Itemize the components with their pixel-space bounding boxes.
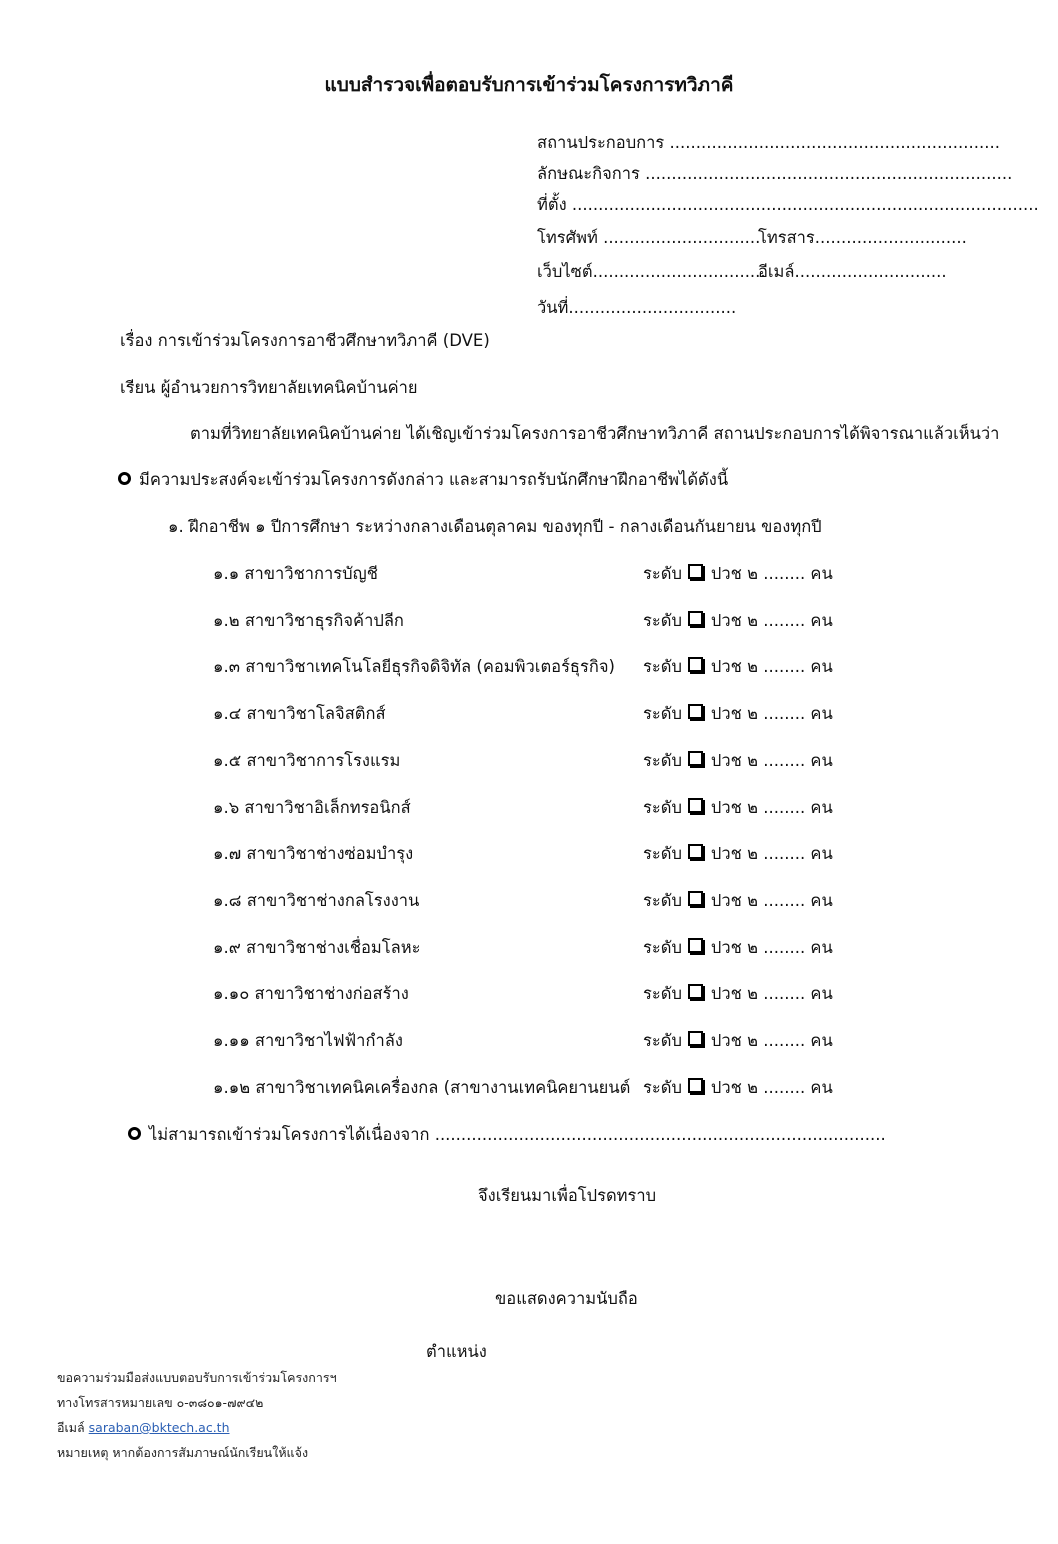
fax-field[interactable]: โทรสาร............................. (758, 228, 967, 247)
subject-line: เรื่อง การเข้าร่วมโครงการอาชีวศึกษาทวิภาคี (DVE) (120, 331, 490, 350)
level-value: ปวช ๒ ........ คน (710, 1031, 833, 1050)
level-value: ปวช ๒ ........ คน (710, 751, 833, 770)
level-value: ปวช ๒ ........ คน (710, 798, 833, 817)
program-name: ๑.๗ สาขาวิชาช่างซ่อมบำรุง (213, 844, 414, 863)
location-field[interactable]: ที่ตั้ง ......................................................................................... (537, 195, 1039, 214)
program-level (643, 654, 833, 680)
program-name: ๑.๑๐ สาขาวิชาช่างก่อสร้าง (213, 984, 409, 1003)
level-value: ปวช ๒ ........ คน (710, 891, 833, 910)
recipient-line: เรียน ผู้อำนวยการวิทยาลัยเทคนิคบ้านค่าย (120, 378, 418, 397)
level-checkbox[interactable] (688, 1078, 703, 1093)
footer-email (57, 1418, 230, 1438)
option-decline[interactable] (128, 1122, 886, 1148)
program-level (643, 608, 833, 634)
option-accept[interactable] (118, 467, 728, 493)
level-checkbox[interactable] (688, 984, 703, 999)
program-name: ๑.๑๑ สาขาวิชาไฟฟ้ากำลัง (213, 1031, 403, 1050)
level-label: ระดับ (643, 891, 682, 910)
website-field[interactable]: เว็บไซต์................................. (537, 262, 766, 281)
program-level (643, 841, 833, 867)
level-checkbox[interactable] (688, 891, 703, 906)
program-name: ๑.๕ สาขาวิชาการโรงแรม (213, 751, 401, 770)
level-checkbox[interactable] (688, 798, 703, 813)
footer-fax: ทางโทรสารหมายเลข ๐-๓๘๐๑-๗๙๔๒ (57, 1395, 264, 1410)
option-decline-label: ไม่สามารถเข้าร่วมโครงการได้เนื่องจาก ...................................................................................... (149, 1125, 886, 1144)
level-checkbox[interactable] (688, 938, 703, 953)
program-name: ๑.๓ สาขาวิชาเทคโนโลยีธุรกิจดิจิทัล (คอมพิวเตอร์ธุรกิจ) (213, 657, 615, 676)
level-value: ปวช ๒ ........ คน (710, 704, 833, 723)
page-title: แบบสำรวจเพื่อตอบรับการเข้าร่วมโครงการทวิภาคี (324, 74, 734, 96)
level-label: ระดับ (643, 798, 682, 817)
business-type-field[interactable]: ลักษณะกิจการ ...................................................................... (537, 164, 1013, 183)
footer-note: หมายเหตุ หากต้องการสัมภาษณ์นักเรียนให้แจ้ง (57, 1445, 309, 1460)
level-value: ปวช ๒ ........ คน (710, 1078, 833, 1097)
level-value: ปวช ๒ ........ คน (710, 564, 833, 583)
intro-paragraph: ตามที่วิทยาลัยเทคนิคบ้านค่าย ได้เชิญเข้าร่วมโครงการอาชีวศึกษาทวิภาคี สถานประกอบการได้พิจารณาแล้วเห็นว่า (190, 424, 1000, 443)
level-checkbox[interactable] (688, 704, 703, 719)
regards-line: ขอแสดงความนับถือ (495, 1289, 638, 1308)
email-link[interactable]: saraban@bktech.ac.th (88, 1420, 230, 1435)
level-checkbox[interactable] (688, 751, 703, 766)
level-label: ระดับ (643, 751, 682, 770)
level-label: ระดับ (643, 984, 682, 1003)
program-level (643, 888, 833, 914)
program-name: ๑.๙ สาขาวิชาช่างเชื่อมโลหะ (213, 938, 421, 957)
level-label: ระดับ (643, 844, 682, 863)
program-name: ๑.๑ สาขาวิชาการบัญชี (213, 564, 378, 583)
level-checkbox[interactable] (688, 844, 703, 859)
position-line: ตำแหน่ง (426, 1342, 487, 1361)
training-period: ๑. ฝึกอาชีพ ๑ ปีการศึกษา ระหว่างกลางเดือนตุลาคม ของทุกปี - กลางเดือนกันยายน ของทุกปี (168, 517, 822, 536)
program-name: ๑.๖ สาขาวิชาอิเล็กทรอนิกส์ (213, 798, 411, 817)
level-value: ปวช ๒ ........ คน (710, 984, 833, 1003)
level-value: ปวช ๒ ........ คน (710, 611, 833, 630)
level-label: ระดับ (643, 704, 682, 723)
level-checkbox[interactable] (688, 657, 703, 672)
program-level (643, 1075, 833, 1101)
program-name: ๑.๘ สาขาวิชาช่างกลโรงงาน (213, 891, 420, 910)
level-label: ระดับ (643, 611, 682, 630)
level-value: ปวช ๒ ........ คน (710, 657, 833, 676)
program-name: ๑.๑๒ สาขาวิชาเทคนิคเครื่องกล (สาขางานเทคนิคยานยนต์ (213, 1078, 631, 1097)
email-field[interactable]: อีเมล์............................. (758, 262, 947, 281)
option-accept-label: มีความประสงค์จะเข้าร่วมโครงการดังกล่าว และสามารถรับนักศึกษาฝึกอาชีพได้ดังนี้ (139, 470, 729, 489)
program-level (643, 981, 833, 1007)
level-label: ระดับ (643, 564, 682, 583)
level-label: ระดับ (643, 1031, 682, 1050)
level-label: ระดับ (643, 1078, 682, 1097)
program-level (643, 561, 833, 587)
radio-accept[interactable] (118, 472, 131, 485)
radio-decline[interactable] (128, 1127, 141, 1140)
level-value: ปวช ๒ ........ คน (710, 844, 833, 863)
level-checkbox[interactable] (688, 564, 703, 579)
program-level (643, 1028, 833, 1054)
level-value: ปวช ๒ ........ คน (710, 938, 833, 957)
program-level (643, 935, 833, 961)
level-checkbox[interactable] (688, 1031, 703, 1046)
closing-line: จึงเรียนมาเพื่อโปรดทราบ (478, 1186, 657, 1205)
footer-email-label: อีเมล์ (57, 1420, 89, 1435)
program-level (643, 701, 833, 727)
program-level (643, 795, 833, 821)
business-name-field[interactable]: สถานประกอบการ ............................................................... (537, 133, 1000, 152)
level-label: ระดับ (643, 657, 682, 676)
footer-request: ขอความร่วมมือส่งแบบตอบรับการเข้าร่วมโครงการฯ (57, 1370, 337, 1385)
program-name: ๑.๒ สาขาวิชาธุรกิจค้าปลีก (213, 611, 404, 630)
program-level (643, 748, 833, 774)
date-field[interactable]: วันที่................................ (537, 298, 737, 317)
program-name: ๑.๔ สาขาวิชาโลจิสติกส์ (213, 704, 386, 723)
level-label: ระดับ (643, 938, 682, 957)
phone-field[interactable]: โทรศัพท์ .............................. (537, 228, 761, 247)
level-checkbox[interactable] (688, 611, 703, 626)
